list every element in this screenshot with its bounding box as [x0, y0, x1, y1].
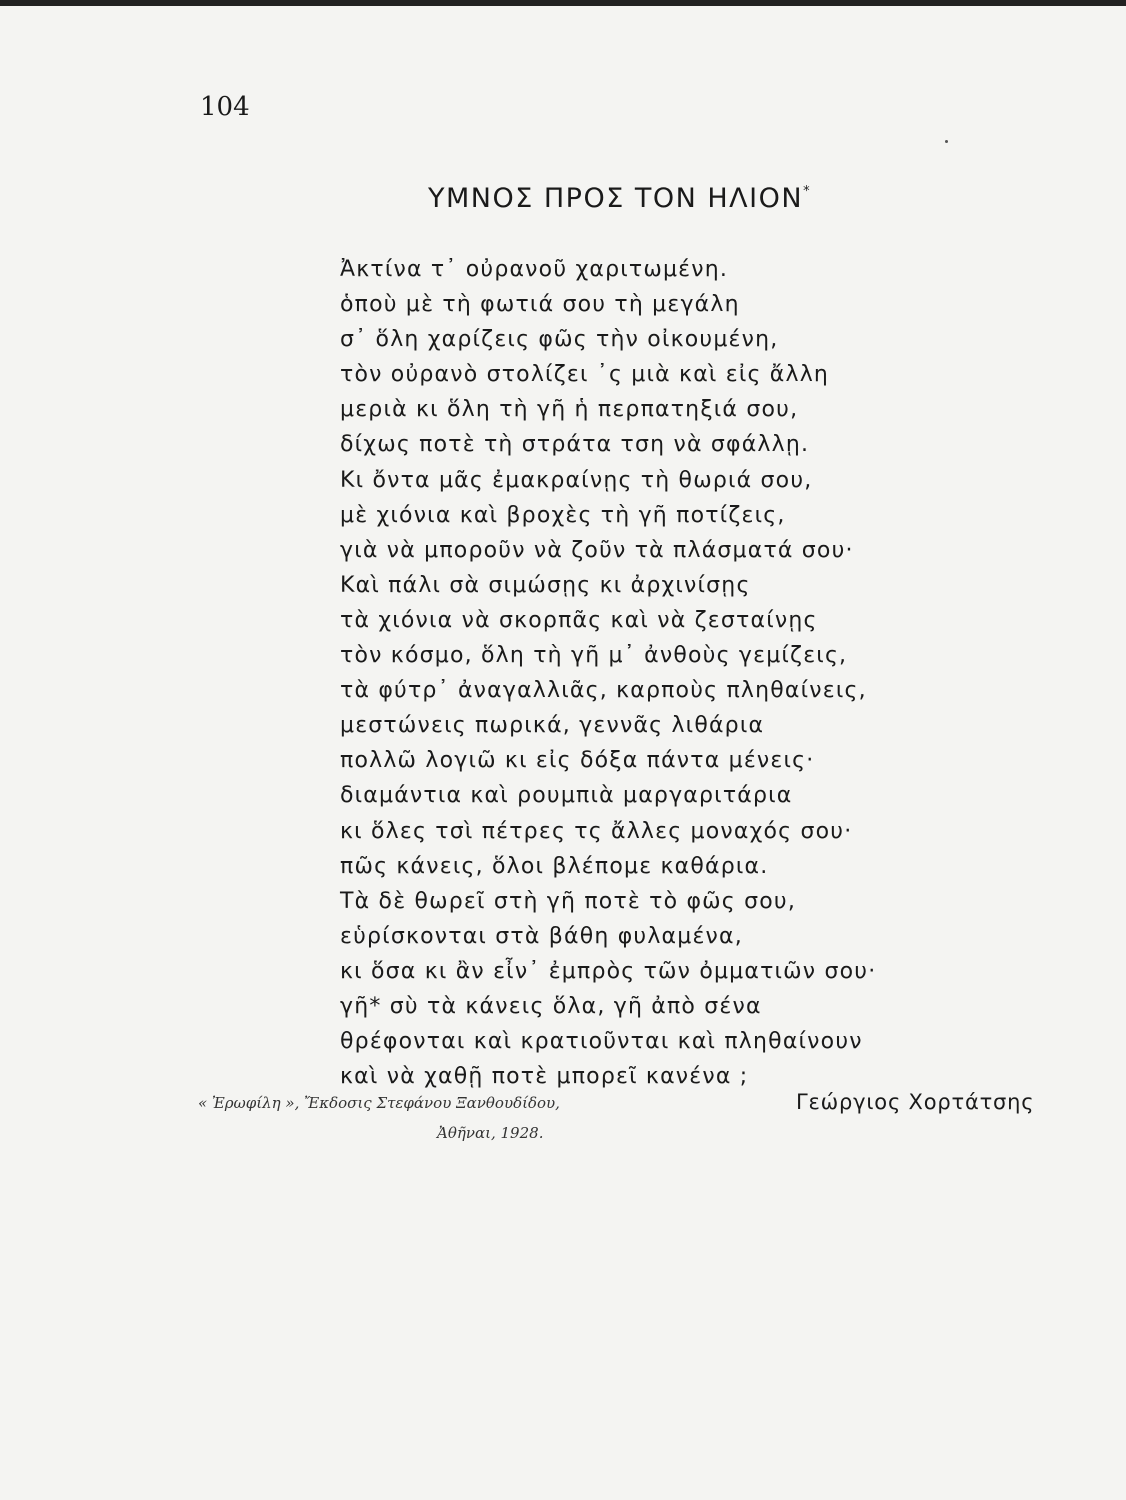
source-place-date: Ἀθῆναι, 1928. — [437, 1124, 544, 1142]
poem-line: Τὰ δὲ θωρεῖ στὴ γῆ ποτὲ τὸ φῶς σου, — [340, 888, 797, 914]
poem-title-text: ΥΜΝΟΣ ΠΡΟΣ ΤΟΝ ΗΛΙΟΝ — [428, 183, 804, 214]
poem-line: τὰ χιόνια νὰ σκορπᾶς καὶ νὰ ζεσταίνῃς — [340, 607, 818, 633]
poem-line: καὶ νὰ χαθῇ ποτὲ μπορεῖ κανένα ; — [340, 1064, 749, 1090]
print-speck — [945, 140, 948, 143]
poem-line: γῆ* σὺ τὰ κάνεις ὅλα, γῆ ἀπὸ σένα — [340, 993, 762, 1019]
poem-line: πολλῶ λογιῶ κι εἰς δόξα πάντα μένεις· — [340, 748, 815, 774]
title-footnote-mark: * — [803, 184, 810, 199]
poem-title — [428, 183, 810, 214]
page-number: 104 — [200, 92, 250, 122]
poem-line: εὑρίσκονται στὰ βάθη φυλαμένα, — [340, 923, 743, 949]
poem-line: Καὶ πάλι σὰ σιμώσῃς κι ἀρχινίσῃς — [340, 572, 751, 598]
poem-line: θρέφονται καὶ κρατιοῦνται καὶ πληθαίνουν — [340, 1029, 863, 1055]
poem-line: μὲ χιόνια καὶ βροχὲς τὴ γῆ ποτίζεις, — [340, 502, 786, 528]
poem-line: πῶς κάνεις, ὅλοι βλέπομε καθάρια. — [340, 853, 769, 879]
poem-line: ὁποὺ μὲ τὴ φωτιά σου τὴ μεγάλη — [340, 292, 740, 318]
poem-line: δίχως ποτὲ τὴ στράτα τση νὰ σφάλλῃ. — [340, 432, 810, 458]
poem-line: κι ὅσα κι ἂν εἶν᾽ ἐμπρὸς τῶν ὀμματιῶν σου· — [340, 958, 877, 984]
top-page-edge — [0, 0, 1126, 6]
poem-author: Γεώργιος Χορτάτσης — [796, 1090, 1035, 1114]
poem-line: τὰ φύτρ᾽ ἀναγαλλιᾶς, καρποὺς πληθαίνεις, — [340, 678, 867, 704]
poem-body — [340, 252, 876, 1094]
poem-line: Ἀκτίνα τ᾽ οὐρανοῦ χαριτωμένη. — [340, 257, 729, 282]
source-citation: « Ἐρωφίλη », Ἔκδοσις Στεφάνου Ξανθουδίδου, — [198, 1094, 560, 1112]
poem-line: Κι ὄντα μᾶς ἐμακραίνῃς τὴ θωριά σου, — [340, 467, 813, 493]
poem-line: μεριὰ κι ὅλη τὴ γῆ ἡ περπατηξιά σου, — [340, 397, 799, 423]
poem-line: τὸν κόσμο, ὅλη τὴ γῆ μ᾽ ἀνθοὺς γεμίζεις, — [340, 643, 848, 669]
poem-line: σ᾽ ὅλη χαρίζεις φῶς τὴν οἰκουμένη, — [340, 327, 779, 353]
poem-line: μεστώνεις πωρικά, γεννᾶς λιθάρια — [340, 713, 765, 739]
poem-line: τὸν οὐρανὸ στολίζει ᾽ς μιὰ καὶ εἰς ἄλλη — [340, 362, 830, 388]
poem-line: κι ὅλες τσὶ πέτρες τς ἄλλες μοναχός σου· — [340, 818, 853, 844]
poem-line: διαμάντια καὶ ρουμπιὰ μαργαριτάρια — [340, 783, 793, 809]
poem-line: γιὰ νὰ μποροῦν νὰ ζοῦν τὰ πλάσματά σου· — [340, 537, 854, 563]
